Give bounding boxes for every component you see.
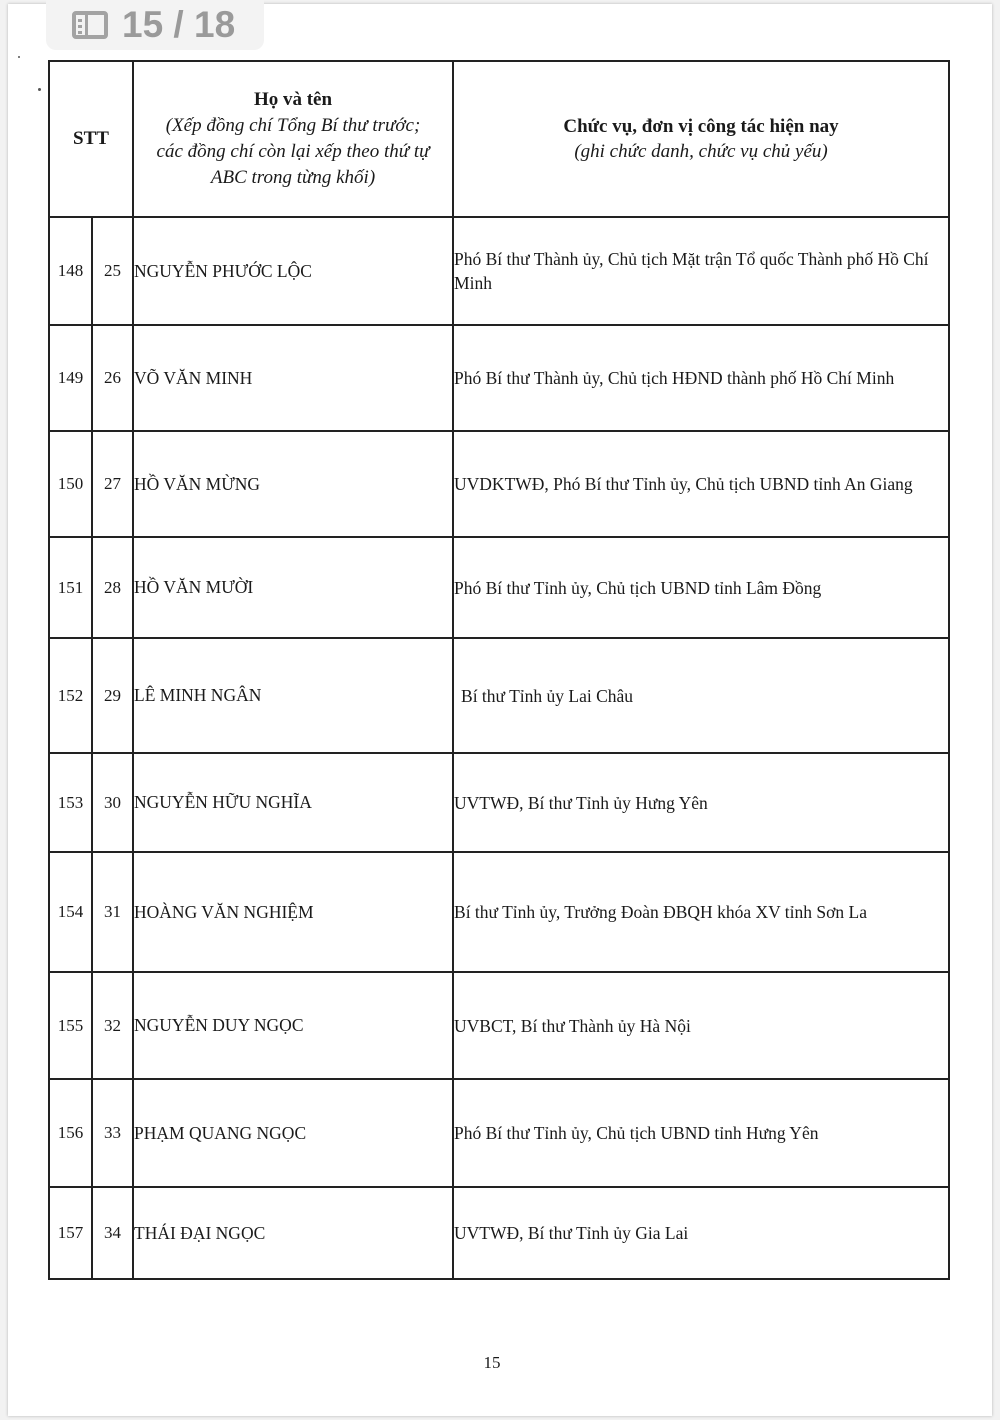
row-sub-stt: 27 bbox=[92, 431, 133, 537]
row-sub-stt: 26 bbox=[92, 325, 133, 431]
row-position: Phó Bí thư Tỉnh ủy, Chủ tịch UBND tỉnh Lâm Đồng bbox=[453, 537, 949, 638]
row-sub-stt: 29 bbox=[92, 638, 133, 753]
row-position: Bí thư Tỉnh ủy Lai Châu bbox=[453, 638, 949, 753]
row-stt: 157 bbox=[49, 1187, 92, 1279]
row-position: UVTWĐ, Bí thư Tỉnh ủy Hưng Yên bbox=[453, 753, 949, 852]
row-position: Phó Bí thư Thành ủy, Chủ tịch HĐND thành phố Hồ Chí Minh bbox=[453, 325, 949, 431]
table-row bbox=[49, 431, 949, 537]
row-stt: 150 bbox=[49, 431, 92, 537]
table-row bbox=[49, 1079, 949, 1187]
row-name: THÁI ĐẠI NGỌC bbox=[133, 1187, 453, 1279]
scan-speck bbox=[18, 56, 20, 58]
row-name: HỒ VĂN MƯỜI bbox=[133, 537, 453, 638]
row-position: UVBCT, Bí thư Thành ủy Hà Nội bbox=[453, 972, 949, 1079]
row-position: UVTWĐ, Bí thư Tỉnh ủy Gia Lai bbox=[453, 1187, 949, 1279]
page-indicator[interactable] bbox=[46, 0, 264, 50]
row-sub-stt: 30 bbox=[92, 753, 133, 852]
header-name-note-line: (Xếp đồng chí Tổng Bí thư trước; bbox=[165, 115, 421, 136]
header-name-title: Họ và tên bbox=[253, 89, 333, 110]
row-stt: 149 bbox=[49, 325, 92, 431]
table-header-row bbox=[49, 61, 949, 217]
row-sub-stt: 34 bbox=[92, 1187, 133, 1279]
row-stt: 152 bbox=[49, 638, 92, 753]
row-stt: 153 bbox=[49, 753, 92, 852]
table-row bbox=[49, 638, 949, 753]
header-name bbox=[133, 61, 453, 217]
header-stt: STT bbox=[49, 61, 133, 217]
table-row bbox=[49, 852, 949, 972]
row-name: PHẠM QUANG NGỌC bbox=[133, 1079, 453, 1187]
document-pages-icon[interactable] bbox=[72, 11, 108, 39]
row-stt: 156 bbox=[49, 1079, 92, 1187]
page-counter: 15 / 18 bbox=[122, 4, 236, 45]
table-row bbox=[49, 537, 949, 638]
table-row bbox=[49, 217, 949, 325]
row-name: VÕ VĂN MINH bbox=[133, 325, 453, 431]
scan-speck bbox=[38, 88, 41, 91]
header-position bbox=[453, 61, 949, 217]
row-name: NGUYỄN PHƯỚC LỘC bbox=[133, 217, 453, 325]
row-name: NGUYỄN DUY NGỌC bbox=[133, 972, 453, 1079]
row-name: LÊ MINH NGÂN bbox=[133, 638, 453, 753]
row-sub-stt: 32 bbox=[92, 972, 133, 1079]
row-name: HOÀNG VĂN NGHIỆM bbox=[133, 852, 453, 972]
row-position: UVDKTWĐ, Phó Bí thư Tỉnh ủy, Chủ tịch UBND tỉnh An Giang bbox=[453, 431, 949, 537]
row-name: HỒ VĂN MỪNG bbox=[133, 431, 453, 537]
header-position-title: Chức vụ, đơn vị công tác hiện nay bbox=[563, 116, 839, 137]
table-row bbox=[49, 325, 949, 431]
table-row bbox=[49, 1187, 949, 1279]
row-sub-stt: 28 bbox=[92, 537, 133, 638]
row-stt: 155 bbox=[49, 972, 92, 1079]
row-name: NGUYỄN HỮU NGHĨA bbox=[133, 753, 453, 852]
row-stt: 151 bbox=[49, 537, 92, 638]
row-sub-stt: 33 bbox=[92, 1079, 133, 1187]
row-sub-stt: 31 bbox=[92, 852, 133, 972]
row-stt: 148 bbox=[49, 217, 92, 325]
row-stt: 154 bbox=[49, 852, 92, 972]
personnel-table bbox=[48, 60, 950, 1280]
header-name-note-line: ABC trong từng khối) bbox=[210, 167, 376, 188]
header-position-note: (ghi chức danh, chức vụ chủ yếu) bbox=[574, 141, 828, 162]
table-row bbox=[49, 972, 949, 1079]
table-row bbox=[49, 753, 949, 852]
page-number: 15 bbox=[483, 1353, 501, 1372]
row-position: Phó Bí thư Tỉnh ủy, Chủ tịch UBND tỉnh Hưng Yên bbox=[453, 1079, 949, 1187]
row-position: Bí thư Tỉnh ủy, Trưởng Đoàn ĐBQH khóa XV tỉnh Sơn La bbox=[453, 852, 949, 972]
row-sub-stt: 25 bbox=[92, 217, 133, 325]
header-name-note-line: các đồng chí còn lại xếp theo thứ tự bbox=[156, 141, 430, 162]
row-position: Phó Bí thư Thành ủy, Chủ tịch Mặt trận Tổ quốc Thành phố Hồ Chí Minh bbox=[453, 217, 949, 325]
